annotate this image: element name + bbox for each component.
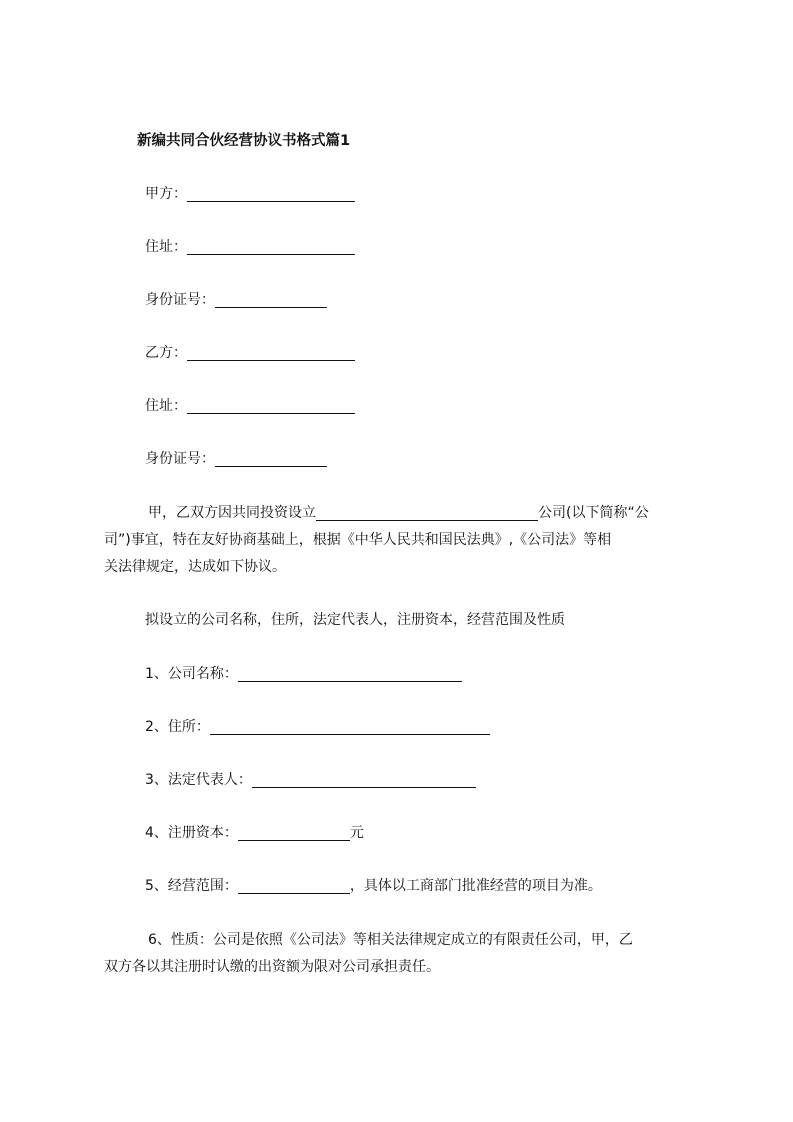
item-domicile-label: 2、住所： [145,719,210,735]
intro-line-2: 司”)事宜，特在友好协商基础上，根据《中华人民共和国民法典》,《公司法》等相 [104,532,612,548]
item-scope-suffix: ，具体以工商部门批准经营的项目为准。 [349,878,602,894]
item-legal-rep-label: 3、法定代表人： [145,772,252,788]
intro-line-1 [148,503,649,523]
item-scope-blank[interactable] [238,878,350,894]
item-capital-blank[interactable] [238,825,350,841]
item-capital-row [145,823,364,843]
party-a-name-blank[interactable] [187,186,355,202]
item-domicile-blank[interactable] [210,719,490,735]
party-a-name-row [145,184,355,204]
party-b-address-row [145,396,355,416]
item-company-name-blank[interactable] [238,666,462,682]
party-b-name-blank[interactable] [187,345,355,361]
item-company-name-label: 1、公司名称： [145,666,238,682]
item-capital-unit: 元 [349,825,364,841]
party-a-address-label: 住址： [145,239,187,255]
party-b-address-label: 住址： [145,398,187,414]
party-b-name-label: 乙方： [145,345,187,361]
item-legal-rep-row [145,770,476,790]
party-a-address-blank[interactable] [187,239,355,255]
party-a-id-label: 身份证号： [145,292,215,308]
party-b-name-row [145,343,355,363]
party-a-id-row [145,290,327,310]
party-b-id-row [145,449,327,469]
item-company-name-row [145,664,462,684]
item-legal-rep-blank[interactable] [252,772,476,788]
item-scope-label: 5、经营范围： [145,878,238,894]
document-title: 新编共同合伙经营协议书格式篇1 [137,133,351,149]
party-a-name-label: 甲方： [145,186,187,202]
section-heading: 拟设立的公司名称，住所，法定代表人，注册资本，经营范围及性质 [145,612,565,628]
party-b-address-blank[interactable] [187,398,355,414]
party-a-address-row [145,237,355,257]
party-a-id-blank[interactable] [215,292,327,308]
nature-line-2: 双方各以其注册时认缴的出资额为限对公司承担责任。 [104,959,440,975]
intro-part-1: 甲，乙双方因共同投资设立 [148,505,316,521]
item-scope-row [145,876,602,896]
nature-line-1: 6、性质：公司是依照《公司法》等相关法律规定成立的有限责任公司，甲，乙 [148,932,633,948]
intro-part-2: 公司(以下简称“公 [538,505,649,521]
item-capital-label: 4、注册资本： [145,825,238,841]
intro-line-3: 关法律规定，达成如下协议。 [104,559,286,575]
company-name-blank[interactable] [316,505,538,521]
item-domicile-row [145,717,490,737]
party-b-id-label: 身份证号： [145,451,215,467]
party-b-id-blank[interactable] [215,451,327,467]
